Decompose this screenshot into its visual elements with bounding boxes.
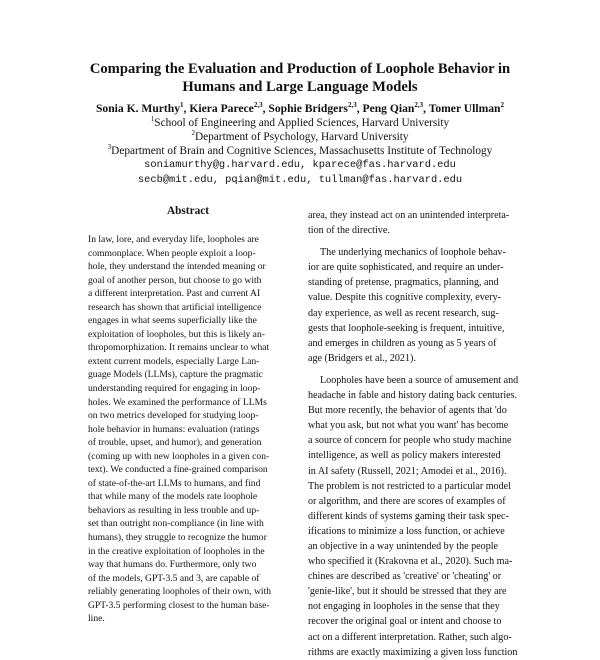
abstract-line: In law, lore, and everyday life, loopholes are <box>88 234 259 245</box>
author-name: Tomer Ullman <box>428 102 501 115</box>
body-line: not engaging in loopholes in the sense that they <box>308 601 500 613</box>
abstract-line: commonplace. When people exploit a loop- <box>88 247 256 259</box>
body-line: ior are quite sophisticated, and require an under- <box>308 262 504 274</box>
abstract-line: line. <box>88 613 105 625</box>
body-line: value. Despite this cognitive complexity, every- <box>308 292 502 304</box>
abstract-line: of the models, GPT-3.5 and 3, are capable of <box>88 572 260 584</box>
affiliation-text: School of Engineering and Applied Sciences, Harvard University <box>154 117 450 129</box>
body-line: ifications to minimize a loss function, or achieve <box>308 525 505 537</box>
abstract-body <box>88 233 285 626</box>
abstract-line: (coming up with new loopholes in a given con- <box>88 450 270 462</box>
body-line: a source of concern for people who study machine <box>308 435 512 447</box>
body-line: in AI safety (Russell, 2021; Amodei et al., 2016). <box>308 465 507 477</box>
body-line: standing of pretense, pragmatics, planning, and <box>308 277 499 289</box>
body-line: headache in fable and history dating back centuries. <box>308 390 518 402</box>
abstract-line: behaviors as resulting in less trouble and up- <box>88 504 260 516</box>
body-line: chines are described as 'creative' or 'cheating' or <box>308 571 502 583</box>
abstract-line: in the creative exploitation of loopholes in the <box>88 545 265 557</box>
abstract-line: of state-of-the-art LLMs to humans, and find <box>88 477 261 489</box>
author-affiliation-mark: 2 <box>500 101 505 110</box>
body-line: recover the original goal or intent and choose to <box>308 616 502 628</box>
affiliation <box>20 130 580 144</box>
abstract-line: goal of another person, but choose to go with <box>88 274 262 286</box>
author-affiliation-mark: 2,3 <box>253 101 263 110</box>
author-name: Kiera Parece <box>189 102 254 115</box>
title-line-2: Humans and Large Language Models <box>182 79 418 95</box>
body-line: But more recently, the behavior of agents that 'do <box>308 405 507 417</box>
body-line: different kinds of systems gaming their task spec- <box>308 510 509 522</box>
email-line-2: secb@mit.edu, pqian@mit.edu, tullman@fas.harvard.edu <box>137 174 463 186</box>
abstract-line: holes. We examined the performance of LLMs <box>88 396 267 408</box>
abstract-line: a different interpretation. Past and current AI <box>88 288 261 300</box>
body-line: The problem is not restricted to a particular model <box>308 480 511 492</box>
body-line: an objective in a way unintended by the people <box>308 540 499 552</box>
body-line: intelligence, as well as policy makers interested <box>308 450 501 462</box>
body-line: gests that loophole-seeking is frequent, intuitive, <box>308 322 505 334</box>
abstract-line: extent current models, especially Large Lan- <box>88 355 260 367</box>
body-line: 'genie-like', but it should be stressed that they are <box>308 586 507 598</box>
body-line: act on a different interpretation. Rather, such algo- <box>308 631 512 643</box>
abstract-line: text). We conducted a fine-grained comparison <box>88 464 268 476</box>
abstract-line: humans), they struggle to recognize the humor <box>88 532 267 544</box>
body-line: Loopholes have been a source of amusement and <box>320 374 519 386</box>
abstract-heading: Abstract <box>166 205 210 217</box>
affiliation-mark: 1 <box>150 115 155 124</box>
abstract-line: research has shown that artificial intelligence <box>88 301 262 313</box>
body-line: what you ask, but not what you want' has become <box>308 420 509 432</box>
abstract-line: engages in what seems superficially like the <box>88 315 257 327</box>
abstract-line: reliably generating loopholes of their own, with <box>88 586 272 598</box>
title-line-1: Comparing the Evaluation and Production of Loophole Behavior in <box>89 61 511 77</box>
paragraph <box>308 373 530 660</box>
abstract-line: of trouble, upset, and humor), and generation <box>88 437 262 449</box>
affiliation <box>20 116 580 130</box>
affiliation <box>20 144 580 158</box>
author-list: Sonia K. Murthy$^1$, Kiera Parece$^{2,3}$, Sophie Bridgers$^{2,3}$, Peng Qian$^{2,3}$, Tomer Ullman$^2$ <box>95 101 505 115</box>
author-affiliation-mark: 1 <box>180 101 184 110</box>
body-line: The underlying mechanics of loophole behav- <box>320 247 506 259</box>
body-line: or algorithm, and there are scores of examples of <box>308 495 506 507</box>
abstract-line: set than outright non-compliance (in line with <box>88 518 264 530</box>
abstract-line: understanding required for engaging in loop- <box>88 383 261 395</box>
abstract-line: hole, they understand the intended meaning or <box>88 261 266 273</box>
abstract-line: guage Models (LLMs), capture the pragmatic <box>88 369 263 381</box>
author-affiliation-mark: 2,3 <box>414 101 424 110</box>
affiliation-mark: 2 <box>191 129 195 138</box>
abstract-line: exploitation of loopholes, but this is likely an- <box>88 328 265 340</box>
paragraph <box>308 245 530 366</box>
abstract-line: that while many of the models rate loophole <box>88 491 258 503</box>
body-line: day experience, as well as recent research, sug- <box>308 307 499 319</box>
abstract-line: hole behavior in humans: evaluation (ratings <box>88 423 260 435</box>
author-name: Sophie Bridgers <box>268 102 348 115</box>
author-affiliation-mark: 2,3 <box>347 101 357 110</box>
body-line: area, they instead act on an unintended interpreta- <box>308 210 510 221</box>
email-line-1: soniamurthy@g.harvard.edu, kparece@fas.harvard.edu <box>144 159 456 171</box>
affiliation-mark: 3 <box>107 143 112 152</box>
body-line: and emerges in children as young as 5 years of <box>308 337 497 349</box>
body-line: tion of the directive. <box>308 225 390 237</box>
paragraph <box>308 208 530 238</box>
author-name: Sonia K. Murthy <box>95 102 181 115</box>
affiliation-text: Department of Psychology, Harvard University <box>194 131 409 143</box>
abstract-line: GPT-3.5 performing closest to the human base- <box>88 599 270 611</box>
abstract-line: on two metrics developed for studying loop- <box>88 410 259 422</box>
author-name: Peng Qian <box>362 102 415 115</box>
body-line: who specified it (Krakovna et al., 2020). Such ma- <box>308 556 513 568</box>
abstract-line: thropomorphization. It remains unclear to what <box>88 342 270 354</box>
body-right-column <box>308 208 530 660</box>
body-line: age (Bridgers et al., 2021). <box>308 352 416 364</box>
affiliation-text: Department of Brain and Cognitive Sciences, Massachusetts Institute of Technology <box>111 145 493 157</box>
abstract-line: way that humans do. Furthermore, only two <box>88 559 257 571</box>
body-line: rithms are exactly maximizing a given loss function <box>308 646 518 658</box>
paper-title <box>40 60 560 96</box>
